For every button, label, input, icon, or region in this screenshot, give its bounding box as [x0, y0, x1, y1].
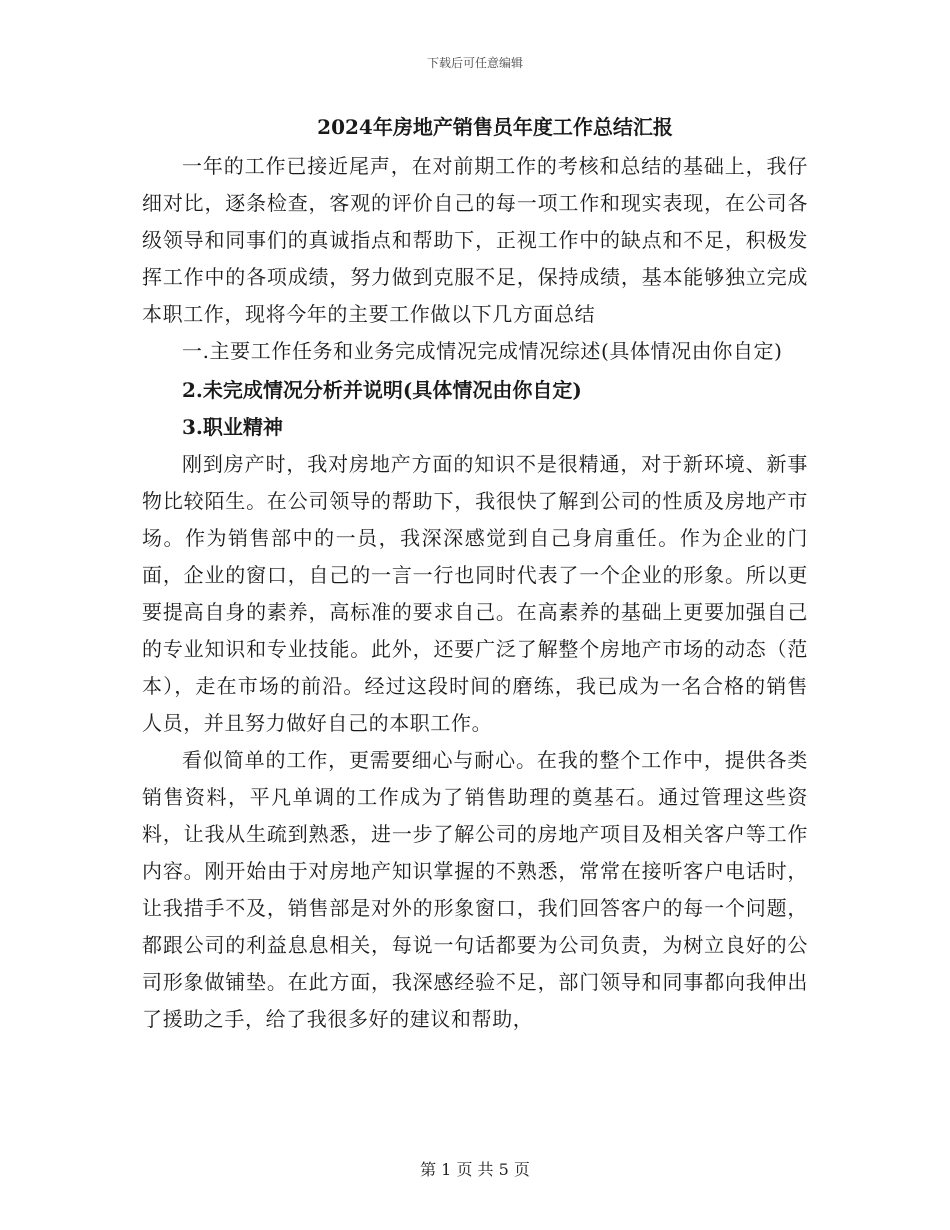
body-paragraph-1: 刚到房产时，我对房地产方面的知识不是很精通，对于新环境、新事物比较陌生。在公司领导的帮助下，我很快了解到公司的性质及房地产市场。作为销售部中的一员，我深深感觉到自己身肩重任。作为企业的门面，企业的窗口，自己的一言一行也同时代表了一个企业的形象。所以更要提高自身的素养，高标准的要求自己。在高素养的基础上更要加强自己的专业知识和专业技能。此外，还要广泛了解整个房地产市场的动态（范本），走在市场的前沿。经过这段时间的磨练，我已成为一名合格的销售人员，并且努力做好自己的本职工作。	[142, 452, 808, 735]
document-title: 2024年房地产销售员年度工作总结汇报	[317, 115, 673, 139]
page-number: 第 1 页 共 5 页	[420, 1160, 530, 1179]
section-3-heading: 3.职业精神	[182, 415, 283, 439]
body-paragraph-2: 看似简单的工作，更需要细心与耐心。在我的整个工作中，提供各类销售资料，平凡单调的工作成为了销售助理的奠基石。通过管理这些资料，让我从生疏到熟悉，进一步了解公司的房地产项目及相关客户等工作内容。刚开始由于对房地产知识掌握的不熟悉，常常在接听客户电话时，让我措手不及，销售部是对外的形象窗口，我们回答客户的每一个问题，都跟公司的利益息息相关，每说一句话都要为公司负责，为树立良好的公司形象做铺垫。在此方面，我深感经验不足，部门领导和同事都向我伸出了援助之手，给了我很多好的建议和帮助，	[142, 748, 808, 1031]
header-note: 下载后可任意编辑	[426, 56, 523, 70]
intro-paragraph: 一年的工作已接近尾声，在对前期工作的考核和总结的基础上，我仔细对比，逐条检查，客观的评价自己的每一项工作和现实表现，在公司各级领导和同事们的真诚指点和帮助下，正视工作中的缺点和不足，积极发挥工作中的各项成绩，努力做到克服不足，保持成绩，基本能够独立完成本职工作，现将今年的主要工作做以下几方面总结	[142, 154, 808, 326]
document-body	[142, 110, 808, 1038]
section-1-paragraph: 一.主要工作任务和业务完成情况完成情况综述(具体情况由你自定)	[182, 339, 783, 363]
section-2-heading: 2.未完成情况分析并说明(具体情况由你自定)	[182, 378, 582, 402]
